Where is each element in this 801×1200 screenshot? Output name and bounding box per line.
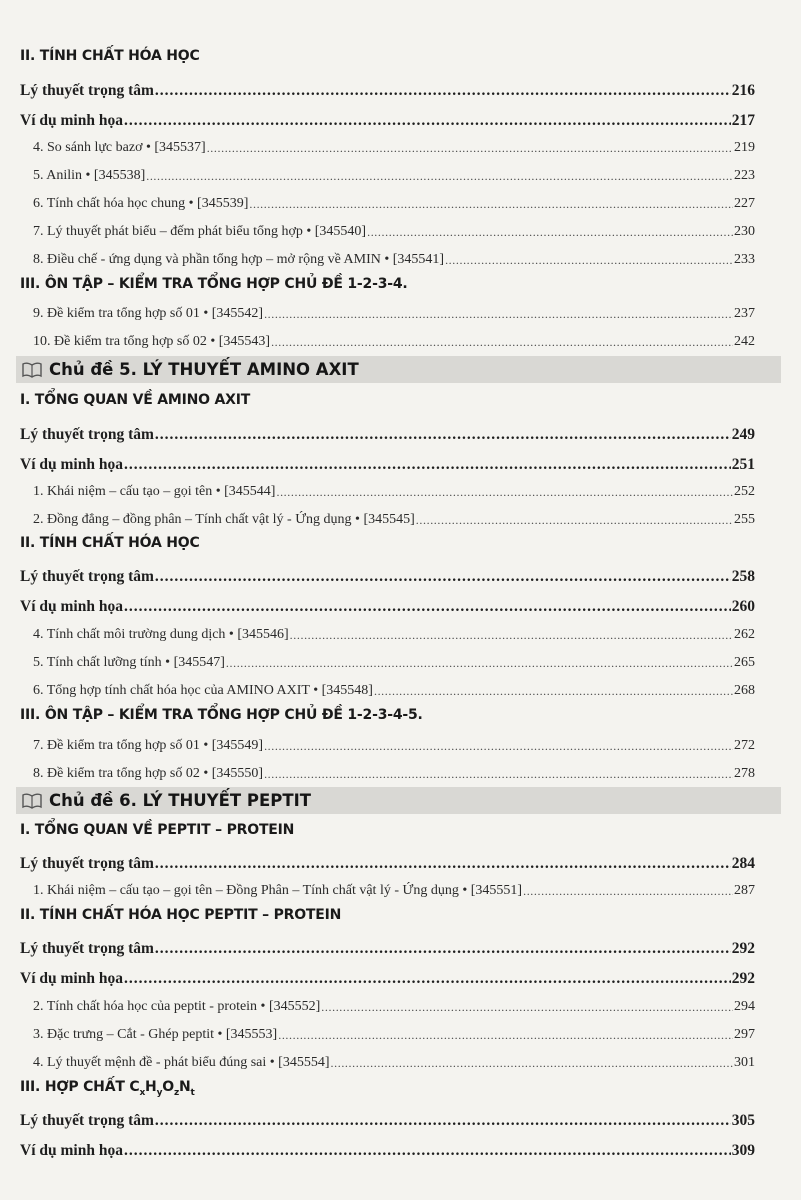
page-number: 258 bbox=[731, 568, 755, 585]
toc-entry[interactable]: Lý thuyết trọng tâm ..... 216 bbox=[20, 78, 755, 100]
leader-dots bbox=[249, 197, 733, 212]
toc-entry[interactable]: Ví dụ minh họa ..... 309 bbox=[20, 1138, 755, 1160]
page-number: 251 bbox=[731, 456, 755, 473]
page-number: 230 bbox=[734, 224, 755, 239]
leader-dots bbox=[276, 485, 733, 500]
toc-entry[interactable]: Ví dụ minh họa ..... 251 bbox=[20, 452, 755, 474]
toc-entry[interactable]: 8. Điều chế - ứng dụng và phần tổng hợp – mở rộng về AMIN • [345541] ..... 233 bbox=[33, 248, 755, 268]
section-heading: I. TỔNG QUAN VỀ AMINO AXIT bbox=[20, 392, 251, 408]
section-heading: II. TÍNH CHẤT HÓA HỌC PEPTIT – PROTEIN bbox=[20, 907, 342, 923]
toc-entry[interactable]: 7. Đề kiểm tra tổng hợp số 01 • [345549] ..... 272 bbox=[33, 734, 755, 754]
leader-dots bbox=[226, 656, 733, 671]
leader-dots bbox=[290, 628, 733, 643]
page-number: 219 bbox=[734, 140, 755, 155]
toc-entry[interactable]: 6. Tính chất hóa học chung • [345539] ..... 227 bbox=[33, 192, 755, 212]
leader-dots bbox=[155, 426, 731, 444]
chapter-title: Chủ đề 5. LÝ THUYẾT AMINO AXIT bbox=[49, 360, 359, 379]
section-heading: III. ÔN TẬP – KIỂM TRA TỔNG HỢP CHỦ ĐỀ 1-2-3-4. bbox=[20, 276, 408, 292]
toc-entry[interactable]: 3. Đặc trưng – Cắt - Ghép peptit • [345553] ..... 297 bbox=[33, 1023, 755, 1043]
section-heading: I. TỔNG QUAN VỀ PEPTIT – PROTEIN bbox=[20, 822, 295, 838]
chapter-banner bbox=[16, 787, 781, 814]
page-number: 260 bbox=[731, 598, 755, 615]
page-number: 237 bbox=[734, 306, 755, 321]
book-icon bbox=[22, 793, 42, 809]
page-number: 294 bbox=[734, 999, 755, 1014]
leader-dots bbox=[278, 1028, 733, 1043]
toc-entry[interactable]: 4. Tính chất môi trường dung dịch • [345546] ..... 262 bbox=[33, 623, 755, 643]
page-number: 233 bbox=[734, 252, 755, 267]
toc-entry[interactable]: 7. Lý thuyết phát biểu – đếm phát biểu tổng hợp • [345540] ..... 230 bbox=[33, 220, 755, 240]
leader-dots bbox=[374, 684, 733, 699]
page-number: 309 bbox=[731, 1142, 755, 1159]
book-icon bbox=[22, 362, 42, 378]
leader-dots bbox=[124, 1142, 731, 1160]
leader-dots bbox=[155, 855, 731, 873]
toc-entry[interactable]: Lý thuyết trọng tâm ..... 258 bbox=[20, 564, 755, 586]
page-number: 272 bbox=[734, 738, 755, 753]
leader-dots bbox=[416, 513, 733, 528]
toc-entry[interactable]: 8. Đề kiểm tra tổng hợp số 02 • [345550] ..... 278 bbox=[33, 762, 755, 782]
leader-dots bbox=[146, 169, 733, 184]
toc-entry[interactable]: 4. So sánh lực bazơ • [345537] ..... 219 bbox=[33, 136, 755, 156]
section-heading: III. HỢP CHẤT $C_xH_yO_zN_t$ bbox=[20, 1079, 195, 1098]
page-number: 292 bbox=[731, 970, 755, 987]
chapter-banner bbox=[16, 356, 781, 383]
leader-dots bbox=[523, 884, 733, 899]
page-number: 287 bbox=[734, 883, 755, 898]
toc-entry[interactable]: 4. Lý thuyết mệnh đề - phát biểu đúng sai • [345554] ..... 301 bbox=[33, 1051, 755, 1071]
page-number: 223 bbox=[734, 168, 755, 183]
toc-entry[interactable]: 1. Khái niệm – cấu tạo – gọi tên • [345544] ..... 252 bbox=[33, 480, 755, 500]
page-number: 305 bbox=[731, 1112, 755, 1129]
page-number: 242 bbox=[734, 334, 755, 349]
section-heading: III. ÔN TẬP – KIỂM TRA TỔNG HỢP CHỦ ĐỀ 1-2-3-4-5. bbox=[20, 707, 423, 723]
toc-entry[interactable]: 5. Anilin • [345538] ..... 223 bbox=[33, 164, 755, 184]
leader-dots bbox=[155, 568, 731, 586]
page-number: 255 bbox=[734, 512, 755, 527]
chapter-title: Chủ đề 6. LÝ THUYẾT PEPTIT bbox=[49, 791, 312, 810]
toc-entry[interactable]: 5. Tính chất lưỡng tính • [345547] ..... 265 bbox=[33, 651, 755, 671]
toc-entry[interactable]: Lý thuyết trọng tâm ..... 249 bbox=[20, 422, 755, 444]
page-number: 262 bbox=[734, 627, 755, 642]
toc-entry[interactable]: Lý thuyết trọng tâm ..... 292 bbox=[20, 936, 755, 958]
toc-entry[interactable]: Ví dụ minh họa ..... 292 bbox=[20, 966, 755, 988]
page-number: 249 bbox=[731, 426, 755, 443]
leader-dots bbox=[124, 970, 731, 988]
page-number: 301 bbox=[734, 1055, 755, 1070]
leader-dots bbox=[264, 307, 733, 322]
section-heading: II. TÍNH CHẤT HÓA HỌC bbox=[20, 48, 200, 64]
toc-entry[interactable]: Lý thuyết trọng tâm ..... 305 bbox=[20, 1108, 755, 1130]
leader-dots bbox=[124, 456, 731, 474]
leader-dots bbox=[264, 767, 733, 782]
leader-dots bbox=[207, 141, 733, 156]
toc-entry[interactable]: Ví dụ minh họa ..... 260 bbox=[20, 594, 755, 616]
leader-dots bbox=[331, 1056, 733, 1071]
toc-entry[interactable]: 1. Khái niệm – cấu tạo – gọi tên – Đồng Phân – Tính chất vật lý - Ứng dụng • [345551] ..... 287 bbox=[33, 879, 755, 899]
toc-entry[interactable]: 9. Đề kiểm tra tổng hợp số 01 • [345542] ..... 237 bbox=[33, 302, 755, 322]
leader-dots bbox=[445, 253, 733, 268]
page-number: 217 bbox=[731, 112, 755, 129]
leader-dots bbox=[155, 1112, 731, 1130]
toc-entry[interactable]: Lý thuyết trọng tâm ..... 284 bbox=[20, 851, 755, 873]
page-number: 265 bbox=[734, 655, 755, 670]
leader-dots bbox=[271, 335, 733, 350]
toc-entry[interactable]: 2. Tính chất hóa học của peptit - protein • [345552] ..... 294 bbox=[33, 995, 755, 1015]
leader-dots bbox=[264, 739, 733, 754]
leader-dots bbox=[367, 225, 733, 240]
page-number: 278 bbox=[734, 766, 755, 781]
page-number: 268 bbox=[734, 683, 755, 698]
page-number: 216 bbox=[731, 82, 755, 99]
leader-dots bbox=[124, 598, 731, 616]
toc-entry[interactable]: 2. Đồng đẳng – đồng phân – Tính chất vật lý - Ứng dụng • [345545] ..... 255 bbox=[33, 508, 755, 528]
page-number: 252 bbox=[734, 484, 755, 499]
toc-entry[interactable]: 6. Tổng hợp tính chất hóa học của AMINO AXIT • [345548] ..... 268 bbox=[33, 679, 755, 699]
page-number: 227 bbox=[734, 196, 755, 211]
page-number: 297 bbox=[734, 1027, 755, 1042]
leader-dots bbox=[155, 940, 731, 958]
leader-dots bbox=[155, 82, 731, 100]
leader-dots bbox=[124, 112, 731, 130]
page-number: 292 bbox=[731, 940, 755, 957]
section-heading: II. TÍNH CHẤT HÓA HỌC bbox=[20, 535, 200, 551]
toc-entry[interactable]: 10. Đề kiểm tra tổng hợp số 02 • [345543] ..... 242 bbox=[33, 330, 755, 350]
toc-entry[interactable]: Ví dụ minh họa ..... 217 bbox=[20, 108, 755, 130]
page-number: 284 bbox=[731, 855, 755, 872]
leader-dots bbox=[321, 1000, 733, 1015]
